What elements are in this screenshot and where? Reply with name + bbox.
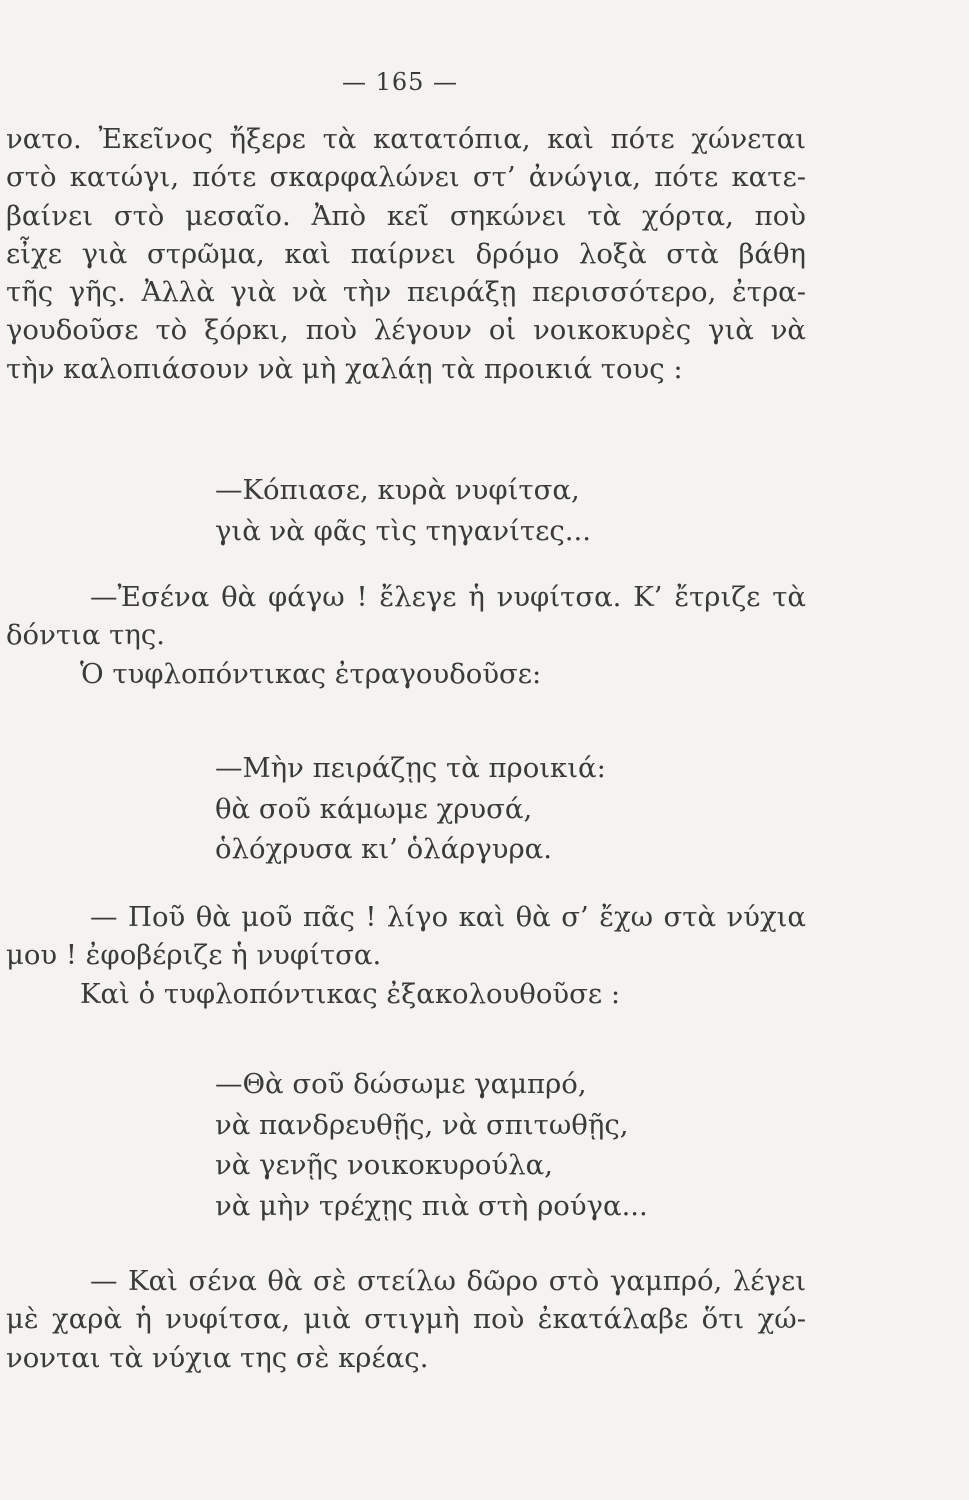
- text-line: εἶχε γιὰ στρῶμα, καὶ παίρνει δρόμο λοξὰ στὰ βάθη: [6, 237, 806, 270]
- text-line: τῆς γῆς. Ἀλλὰ γιὰ νὰ τὴν πειράξῃ περισσότερο, ἐτρα-: [6, 276, 806, 309]
- verse-3: [215, 1064, 648, 1226]
- paragraph-3: [6, 898, 806, 1013]
- paragraph-4: [6, 1262, 806, 1377]
- verse-1: [215, 470, 591, 551]
- text-line: νονται τὰ νύχια της σὲ κρέας.: [6, 1341, 429, 1374]
- text-line: μὲ χαρὰ ἡ νυφίτσα, μιὰ στιγμὴ ποὺ ἐκατάλαβε ὅτι χώ-: [6, 1303, 806, 1336]
- verse-line: ὁλόχρυσα κι’ ὁλάργυρα.: [215, 833, 552, 865]
- verse-line: —Κόπιασε, κυρὰ νυφίτσα,: [215, 474, 580, 506]
- verse-line: νὰ πανδρευθῇς, νὰ σπιτωθῇς,: [215, 1108, 629, 1141]
- text-line: Ὁ τυφλοπόντικας ἐτραγουδοῦσε:: [80, 657, 542, 690]
- verse-line: νὰ γενῇς νοικοκυρούλα,: [215, 1149, 553, 1181]
- paragraph-2: [6, 578, 806, 693]
- text-line: βαίνει στὸ μεσαῖο. Ἀπὸ κεῖ σηκώνει τὰ χόρτα, ποὺ: [6, 199, 806, 232]
- verse-line: —Θὰ σοῦ δώσωμε γαμπρό,: [215, 1068, 587, 1100]
- text-line: νατο. Ἐκεῖνος ἤξερε τὰ κατατόπια, καὶ πότε χώνεται: [6, 123, 806, 155]
- verse-line: νὰ μὴν τρέχῃς πιὰ στὴ ρούγα...: [215, 1189, 648, 1222]
- verse-line: θὰ σοῦ κάμωμε χρυσά,: [215, 792, 533, 825]
- page-number: — 165 —: [341, 68, 459, 96]
- verse-line: γιὰ νὰ φᾶς τὶς τηγανίτες...: [215, 514, 591, 547]
- text-line: γουδοῦσε τὸ ξόρκι, ποὺ λέγουν οἱ νοικοκυρὲς γιὰ νὰ: [6, 314, 806, 347]
- paragraph-1: [6, 120, 806, 388]
- text-line: στὸ κατώγι, πότε σκαρφαλώνει στ’ ἀνώγια, πότε κατε-: [6, 161, 806, 194]
- verse-2: [215, 748, 606, 870]
- text-line: — Ποῦ θὰ μοῦ πᾶς ! λίγο καὶ θὰ σ’ ἔχω στὰ νύχια: [90, 901, 806, 933]
- text-line: δόντια της.: [6, 619, 165, 652]
- text-line: τὴν καλοπιάσουν νὰ μὴ χαλάῃ τὰ προικιά τους :: [6, 352, 683, 385]
- text-line: Καὶ ὁ τυφλοπόντικας ἐξακολουθοῦσε :: [80, 977, 621, 1010]
- verse-line: —Μὴν πειράζῃς τὰ προικιά:: [215, 752, 606, 784]
- text-line: — Καὶ σένα θὰ σὲ στείλω δῶρο στὸ γαμπρό, λέγει: [90, 1265, 806, 1297]
- text-line: —Ἐσένα θὰ φάγω ! ἔλεγε ἡ νυφίτσα. Κ’ ἔτριζε τὰ: [90, 581, 806, 613]
- text-line: μου ! ἐφοβέριζε ἡ νυφίτσα.: [6, 939, 382, 972]
